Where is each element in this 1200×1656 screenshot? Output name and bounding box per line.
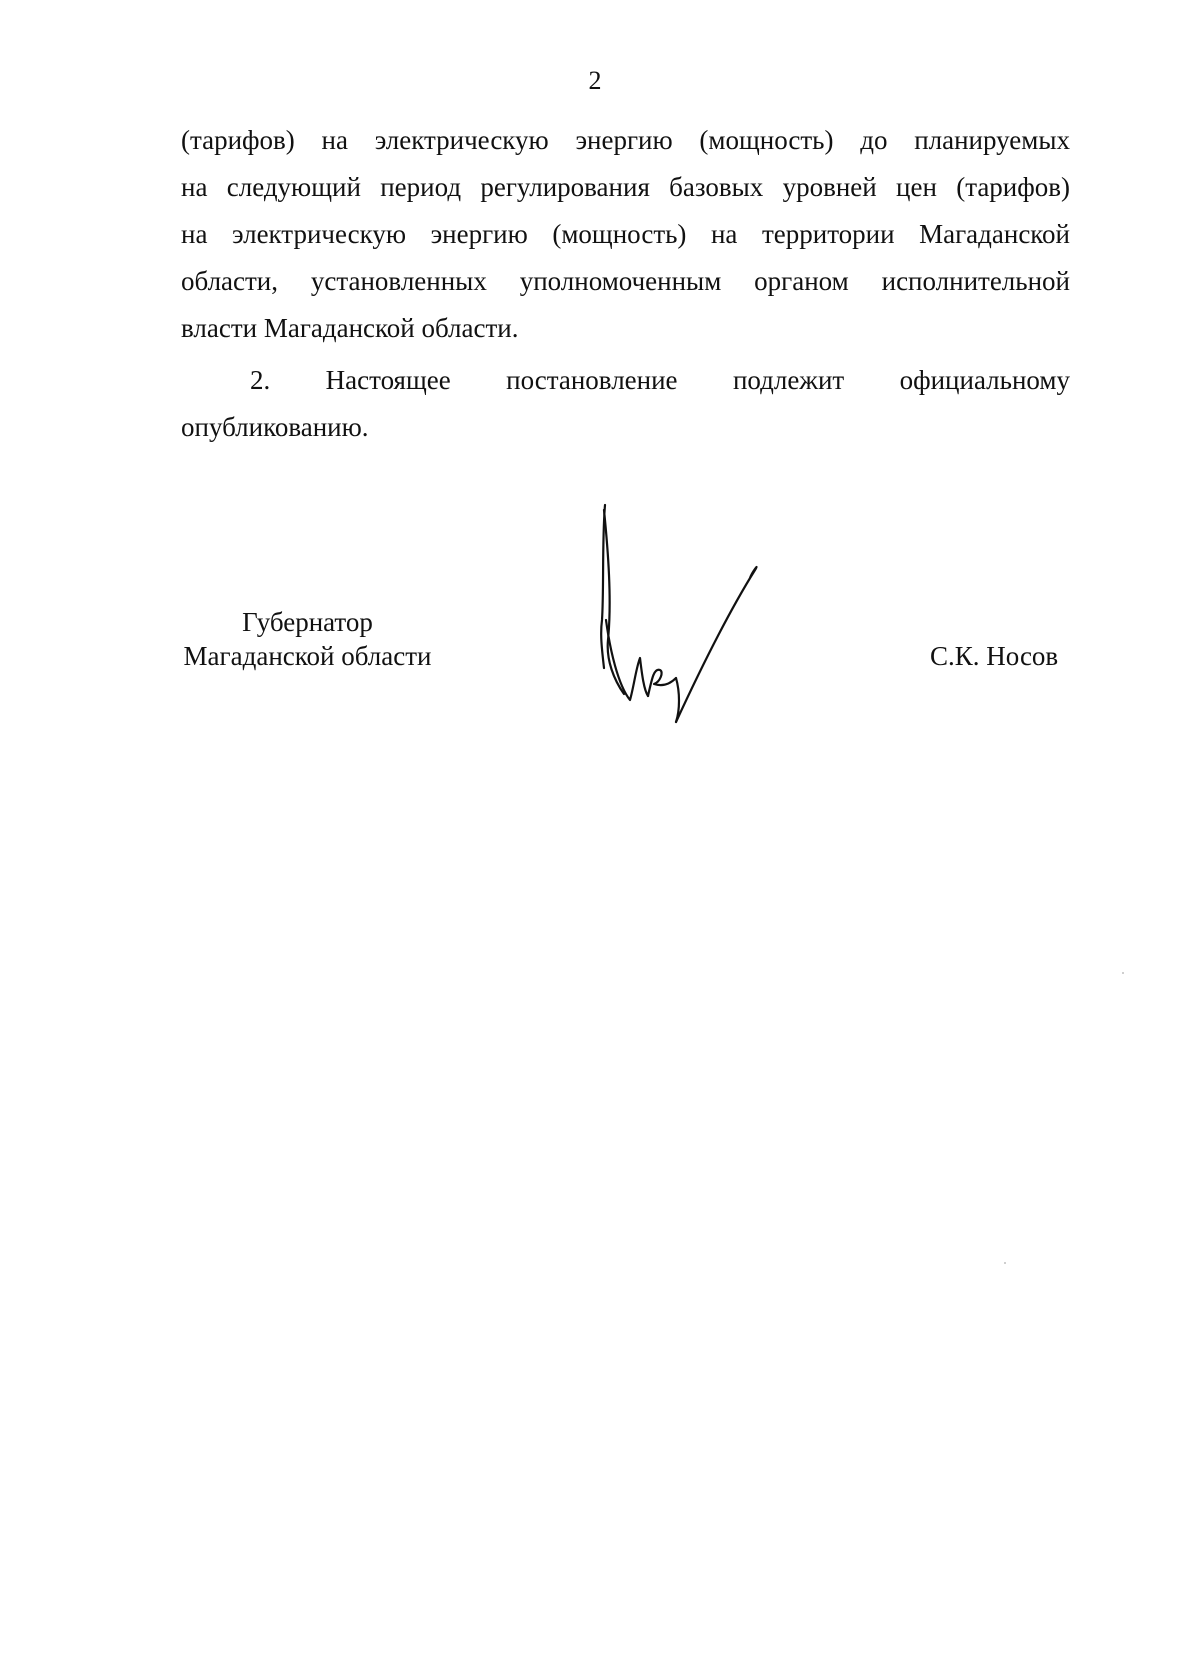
page-number: 2: [588, 66, 602, 95]
paragraph-line: на электрическую энергию (мощность) на территории Магаданской: [181, 219, 1070, 249]
scan-artifact: [1122, 972, 1124, 974]
signatory-title: Магаданской области: [183, 641, 432, 671]
paragraph-line: (тарифов) на электрическую энергию (мощность) до планируемых: [181, 125, 1070, 155]
paragraph-line: 2. Настоящее постановление подлежит официальному: [250, 365, 1070, 395]
signer-name: С.К. Носов: [930, 641, 1059, 671]
paragraph-line: опубликованию.: [181, 412, 369, 442]
handwritten-signature: [590, 500, 810, 740]
signatory-title: Губернатор: [242, 607, 373, 637]
paragraph-line: на следующий период регулирования базовых уровней цен (тарифов): [181, 172, 1070, 202]
scan-artifact: [1004, 1262, 1006, 1264]
paragraph-line: власти Магаданской области.: [181, 313, 519, 343]
paragraph-line: области, установленных уполномоченным органом исполнительной: [181, 266, 1070, 296]
